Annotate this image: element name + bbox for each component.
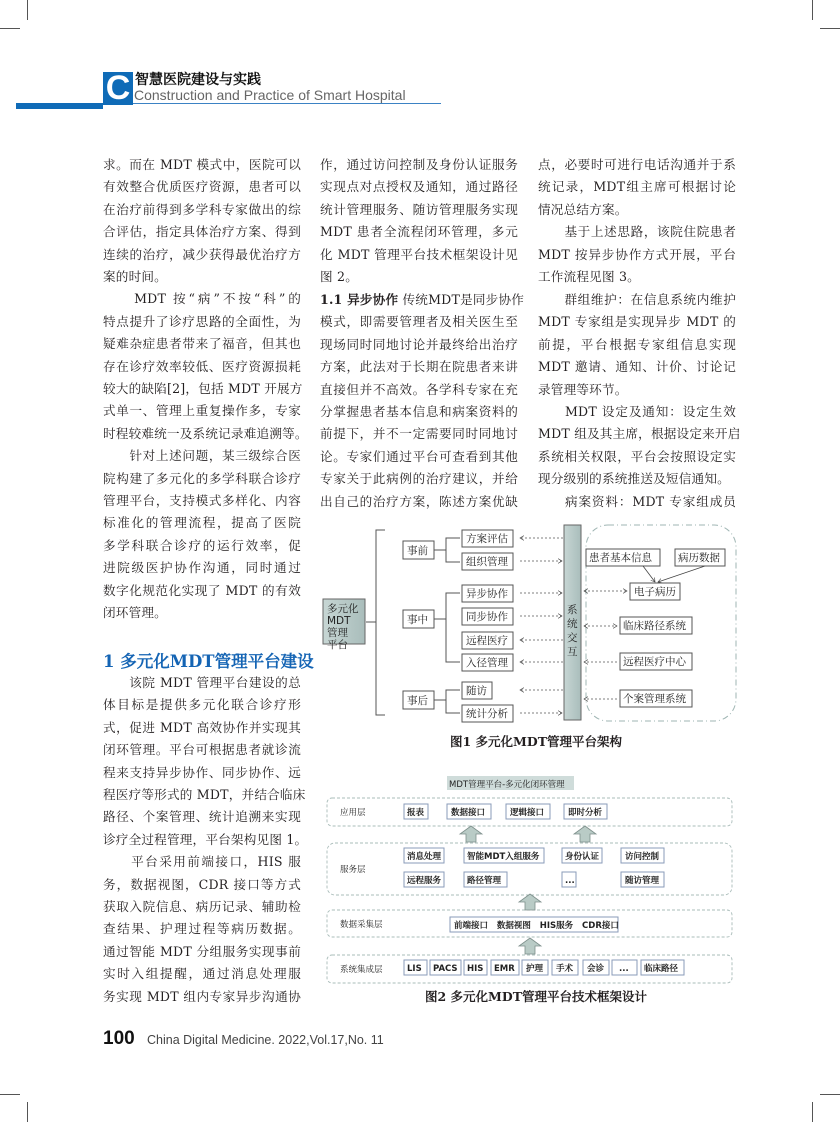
up-arrow-icon: [460, 826, 482, 842]
fig1-item: 随访: [466, 685, 487, 697]
text-line: 前提下，并不一定需要同时同地讨: [320, 426, 518, 442]
text-line: 式，促进 MDT 高效协作并实现其: [103, 719, 301, 735]
figure-2-caption: 图2 多元化MDT管理平台技术框架设计: [425, 989, 648, 1004]
text-line: 体目标是提供多元化联合诊疗形: [103, 697, 301, 713]
fig2-box: 访问控制: [625, 852, 660, 862]
fig2-layer-label: 服务层: [340, 865, 366, 875]
fig2-box: 数据接口: [451, 808, 486, 818]
fig2-box: ...: [619, 964, 629, 974]
up-arrow-icon: [519, 894, 541, 910]
fig2-box: 前端接口 数据视图 HIS服务 CDR接口: [454, 921, 619, 931]
fig2-box: 护理: [526, 964, 544, 974]
text-line: 程来支持异步协作、同步协作、远: [103, 764, 301, 780]
text-line: MDT 按异步协作方式开展，平台: [538, 246, 736, 262]
text-line: 合评估，指定具体治疗方案、得到: [103, 224, 301, 240]
text-line: 进院级医护协作沟通，同时通过: [103, 560, 301, 576]
fig1-bus-label: 交: [567, 632, 578, 644]
fig1-bus-label: 互: [567, 646, 578, 658]
fig2-layer-label: 数据采集层: [340, 920, 383, 930]
text-line: 该院 MDT 管理平台建设的总: [103, 675, 301, 690]
text-line: MDT 设定及通知：设定生效: [538, 403, 736, 419]
text-line: 系统相关权限，平台会按照设定实: [538, 448, 736, 464]
text-line: 针对上述问题，某三级综合医: [103, 448, 301, 464]
section-heading: 1 多元化MDT管理平台建设: [103, 652, 314, 671]
fig1-external: 病历数据: [678, 552, 720, 564]
text-line: 平台采用前端接口，HIS 服: [103, 854, 301, 870]
text-line: 院构建了多元化的多学科联合诊疗: [103, 470, 301, 486]
fig1-item: 统计分析: [466, 708, 508, 720]
text-line: 录管理等环节。: [538, 381, 628, 397]
fig1-item: 远程医疗: [466, 635, 508, 647]
text-line: 模式，即需要管理者及相关医生至: [320, 314, 518, 330]
fig1-phase: 事前: [407, 545, 428, 557]
text-line: 直接但并不高效。各学科专家在充: [320, 381, 518, 397]
text-line: 统计管理服务、随访管理服务实现: [320, 201, 518, 217]
text-line: 较大的缺陷[2]，包括 MDT 开展方: [103, 381, 303, 396]
fig1-external: 个案管理系统: [623, 693, 686, 705]
section-title-cn: 智慧医院建设与实践: [135, 72, 261, 88]
text-line: 分掌握患者基本信息和病案资料的: [320, 403, 518, 419]
fig2-box: 消息处理: [407, 852, 442, 862]
text-line: 情况总结方案。: [538, 201, 628, 217]
text-line: 统记录，MDT组主席可根据讨论: [538, 179, 736, 195]
figure-1-caption: 图1 多元化MDT管理平台架构: [450, 734, 623, 749]
subsection-heading: 1.1 异步协作: [320, 291, 399, 307]
text-line: 实现点对点授权及通知，通过路径: [320, 179, 518, 195]
text-line: 基于上述思路，该院住院患者: [538, 224, 736, 240]
text-line: 闭环管理。: [103, 605, 167, 620]
fig1-root-label: 多元化: [327, 603, 359, 615]
fig2-layer-label: 应用层: [340, 808, 366, 818]
text-line: 实时入组提醒，通过消息处理服: [103, 966, 301, 982]
section-title-en: Construction and Practice of Smart Hospital: [134, 87, 406, 103]
text-line: 图 2。: [320, 269, 359, 285]
fig2-title: MDT管理平台-多元化闭环管理: [449, 780, 565, 790]
text-line: 务，数据视图，CDR 接口等方式: [103, 876, 301, 892]
fig2-box: 随访管理: [625, 876, 660, 886]
fig1-item: 入径管理: [466, 657, 508, 669]
fig2-box: 会诊: [587, 964, 605, 974]
fig1-item: 同步协作: [466, 611, 508, 623]
text-line: MDT 邀请、通知、计价、讨论记: [538, 359, 736, 375]
fig1-phase: 事中: [407, 614, 428, 626]
text-line: MDT 患者全流程闭环管理，多元: [320, 224, 518, 240]
text-line: 论。专家们通过平台可查看到其他: [320, 448, 518, 464]
text-line: 获取入院信息、病历记录、辅助检: [103, 899, 301, 914]
fig2-box: 即时分析: [568, 808, 603, 818]
text-line: 务实现 MDT 组内专家异步沟通协: [103, 988, 301, 1004]
fig1-root-label: MDT: [327, 615, 351, 627]
journal-citation: China Digital Medicine. 2022,Vol.17,No. 11: [147, 1033, 384, 1047]
fig1-bus-label: 系: [567, 604, 578, 616]
fig1-external: 临床路径系统: [623, 620, 686, 632]
fig2-box: 路径管理: [467, 876, 502, 886]
up-arrow-icon: [519, 938, 541, 954]
text-line: MDT 专家组是实现异步 MDT 的: [538, 314, 736, 330]
text-line: 疑难杂症患者带来了福音，但其也: [103, 336, 301, 352]
text-line: 特点提升了诊疗思路的全面性，为: [103, 313, 301, 329]
fig2-box: 远程服务: [407, 876, 442, 886]
text-line: 有效整合优质医疗资源，患者可以: [103, 179, 301, 195]
text-line: 多学科联合诊疗的运行效率，促: [103, 537, 301, 553]
text-line: 点，必要时可进行电话沟通并于系: [538, 157, 736, 172]
text-line: 工作流程见图 3。: [538, 269, 640, 285]
fig1-external: 电子病历: [634, 586, 676, 598]
fig1-phase: 事后: [407, 695, 428, 707]
text-line: 连续的治疗，减少获得最优治疗方: [103, 246, 301, 262]
text-line: 路径、个案管理、统计追溯来实现: [103, 809, 301, 825]
fig2-box: LIS: [407, 964, 422, 974]
fig1-item: 异步协作: [466, 588, 508, 600]
fig1-external: 远程医疗中心: [623, 656, 686, 668]
fig1-item: 方案评估: [466, 533, 508, 545]
text-line: 存在诊疗效率较低、医疗资源损耗: [103, 358, 301, 374]
text-line: 方案，此法对于长期在院患者来讲: [320, 359, 518, 375]
text-line: 程医疗等形式的 MDT，并结合临床: [103, 787, 306, 802]
fig1-root-label: 管理: [327, 627, 348, 639]
text-line: MDT 按“病”不按“科”的: [103, 291, 301, 307]
text-line: 现场同时同地讨论并最终给出治疗: [320, 336, 518, 352]
fig2-box: 逻辑接口: [510, 808, 545, 818]
journal-logo: C: [103, 72, 133, 105]
fig2-box: 临床路径: [644, 964, 679, 974]
page-number: 100: [103, 1028, 135, 1049]
fig1-item: 组织管理: [466, 556, 508, 568]
fig2-box: ...: [565, 876, 575, 886]
text-line: 出自己的治疗方案，陈述方案优缺: [320, 493, 518, 509]
fig2-box: 智能MDT入组服务: [467, 852, 540, 862]
text-line: MDT 组及其主席，根据设定来开启: [538, 426, 741, 442]
text-line: 查结果、护理过程等病历数据。: [103, 921, 301, 937]
text-line: 式单一、管理上重复操作多，专家: [103, 403, 301, 419]
fig2-box: PACS: [433, 964, 458, 974]
text-line: 案的时间。: [103, 269, 167, 284]
fig2-box: 身份认证: [565, 852, 600, 862]
text-line: 化 MDT 管理平台技术框架设计见: [320, 246, 518, 262]
text-line: 时程较难统一及系统记录难追溯等。: [103, 425, 308, 441]
text-run: 传统MDT是同步协作: [398, 291, 525, 307]
text-line: 专家关于此病例的治疗建议，并给: [320, 471, 518, 487]
up-arrow-icon: [574, 826, 596, 842]
text-line: 作，通过访问控制及身份认证服务: [320, 157, 518, 172]
fig2-box: 手术: [556, 964, 574, 974]
text-line: 病案资料：MDT 专家组成员: [538, 493, 736, 509]
fig1-bus-label: 统: [567, 618, 578, 630]
text-line: 求。而在 MDT 模式中，医院可以: [103, 157, 301, 172]
fig1-root-label: 平台: [327, 639, 348, 651]
text-line: 通过智能 MDT 分组服务实现事前: [103, 943, 301, 959]
fig2-box: EMR: [494, 964, 515, 974]
text-line: 管理平台，支持模式多样化、内容: [103, 493, 301, 508]
text-line: 诊疗全过程管理，平台架构见图 1。: [103, 831, 308, 847]
text-line: 闭环管理。平台可根据患者就诊流: [103, 742, 301, 758]
text-line: 数字化规范化实现了 MDT 的有效: [103, 582, 301, 598]
text-line: 前提，平台根据专家组信息实现: [538, 336, 736, 352]
fig2-box: HIS: [467, 964, 484, 974]
text-line: 标准化的管理流程，提高了医院: [103, 515, 301, 531]
fig2-layer-label: 系统集成层: [340, 965, 383, 975]
text-line: 群组维护：在信息系统内维护: [538, 291, 736, 307]
text-line: 在治疗前得到多学科专家做出的综: [103, 201, 301, 217]
fig1-external: 患者基本信息: [589, 552, 652, 564]
fig2-box: 报表: [407, 808, 425, 818]
text-line: 现分级别的系统推送及短信通知。: [538, 471, 730, 487]
